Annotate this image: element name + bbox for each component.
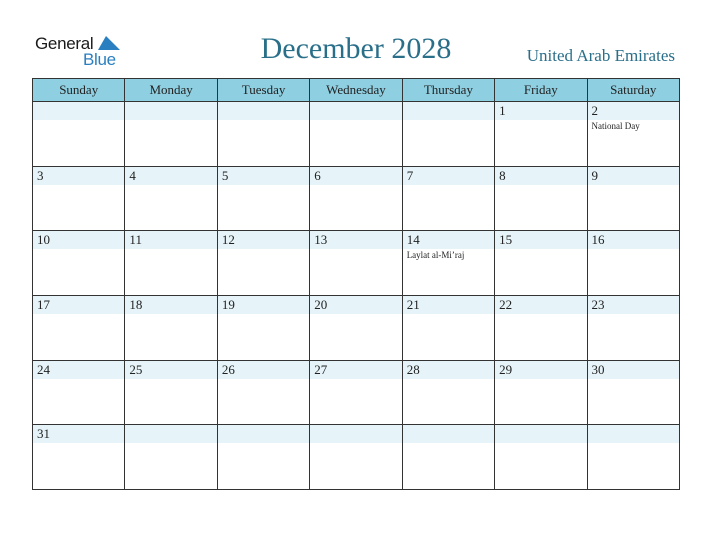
day-number: 3 [37,167,44,183]
page-title: December 2028 [260,32,452,65]
day-cell [587,102,679,167]
day-cell [310,360,402,425]
day-cell [33,231,125,296]
week-row [33,166,680,231]
weekday-header: Sunday [33,79,125,102]
day-number: 27 [314,361,328,377]
day-number: 17 [37,296,50,312]
day-cell-band [125,167,216,185]
day-cell [125,425,217,490]
day-number: 14 [406,232,420,248]
day-number: 1 [499,103,506,118]
day-number: 25 [129,361,143,377]
day-number: 13 [314,232,328,248]
day-number: 9 [591,167,599,183]
day-number: 26 [221,361,235,377]
day-number: 5 [221,167,229,183]
day-number: 21 [406,296,420,312]
day-cell [495,295,587,360]
day-cell-band [588,102,679,120]
day-cell-band [495,167,586,185]
day-cell-band [218,167,309,185]
day-cell [402,231,494,296]
day-number: 2 [591,103,599,118]
holiday-label: National Day [591,121,640,131]
day-cell [33,295,125,360]
day-cell [495,425,587,490]
day-cell-band [495,425,586,443]
day-cell-band [588,167,679,185]
weekday-header: Thursday [402,79,494,102]
day-cell-band [495,102,586,120]
day-number: 20 [314,296,328,312]
day-cell [310,231,402,296]
day-number: 24 [37,361,50,377]
day-cell-band [403,102,494,120]
day-cell-band [310,167,401,185]
day-number: 8 [499,167,506,183]
day-cell [310,425,402,490]
day-number: 31 [37,426,50,442]
day-cell [402,102,494,167]
day-number: 15 [499,232,513,248]
day-cell [217,166,309,231]
week-row [33,295,680,360]
day-cell [217,102,309,167]
day-cell-band [310,425,401,443]
day-cell-band [125,102,216,120]
day-cell-band [218,425,309,443]
day-cell [402,166,494,231]
day-cell [495,231,587,296]
day-cell-band [310,102,401,120]
day-cell [217,231,309,296]
day-number: 7 [406,167,414,183]
weekday-header: Friday [495,79,587,102]
day-cell-band [33,167,124,185]
day-cell [125,360,217,425]
day-number: 29 [499,361,513,377]
day-cell [495,166,587,231]
day-cell [402,360,494,425]
day-cell-band [588,425,679,443]
day-cell [125,295,217,360]
day-number: 4 [129,167,136,183]
week-row [33,231,680,296]
day-cell [587,425,679,490]
day-number: 6 [314,167,321,183]
day-cell [217,360,309,425]
day-cell [587,166,679,231]
weekday-header: Saturday [587,79,679,102]
weekday-header: Wednesday [310,79,402,102]
week-row [33,360,680,425]
calendar-body [33,102,680,490]
day-cell [402,295,494,360]
weekday-header: Monday [125,79,217,102]
week-row [33,102,680,167]
day-cell [310,102,402,167]
day-cell [33,425,125,490]
day-cell [125,166,217,231]
logo-text-blue: Blue [83,50,116,69]
day-number: 18 [129,296,143,312]
calendar-grid [32,78,680,490]
weekday-header-row [33,79,680,102]
day-cell-band [218,102,309,120]
country-name: United Arab Emirates [526,46,675,65]
day-cell [402,425,494,490]
day-cell-band [33,102,124,120]
day-cell [33,360,125,425]
day-cell [587,360,679,425]
day-cell [587,295,679,360]
day-number: 16 [591,232,605,248]
day-cell-band [403,167,494,185]
day-cell [33,166,125,231]
day-cell-band [403,425,494,443]
day-cell [33,102,125,167]
day-cell [495,102,587,167]
week-row [33,425,680,490]
day-cell [310,295,402,360]
day-number: 22 [499,296,513,312]
weekday-header: Tuesday [217,79,309,102]
day-cell [217,425,309,490]
logo-text-general: General [35,34,94,53]
day-number: 23 [591,296,605,312]
day-number: 12 [221,232,235,248]
day-cell [495,360,587,425]
holiday-label: Laylat al-Mi’raj [406,250,465,261]
day-cell [125,102,217,167]
day-cell [125,231,217,296]
day-number: 19 [221,296,235,312]
day-cell [217,295,309,360]
day-cell [587,231,679,296]
day-number: 10 [37,232,50,248]
day-cell-band [125,425,216,443]
day-number: 11 [129,232,142,248]
day-cell [310,166,402,231]
day-number: 28 [406,361,420,377]
day-number: 30 [591,361,605,377]
